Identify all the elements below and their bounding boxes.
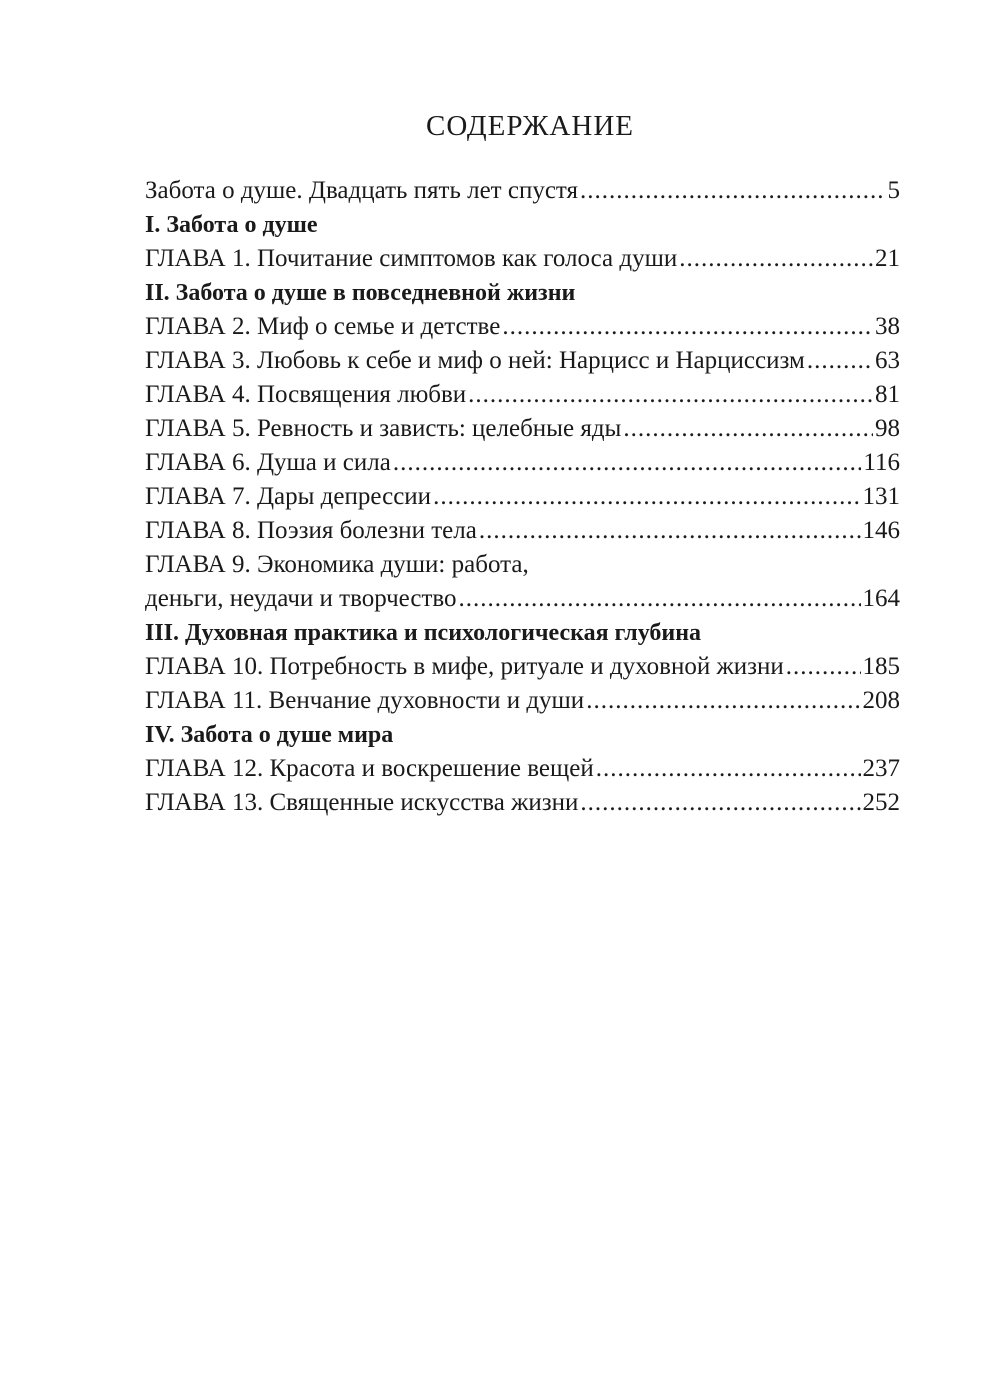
dot-leader bbox=[479, 514, 861, 548]
part-title: I. Забота о душе bbox=[145, 212, 318, 238]
toc-entry-chapter-4 bbox=[145, 378, 900, 412]
toc-page-number: 208 bbox=[862, 687, 900, 714]
dot-leader bbox=[433, 480, 860, 514]
dot-leader bbox=[623, 412, 873, 446]
toc-entry-chapter-5 bbox=[145, 412, 900, 446]
toc-entry-chapter-11 bbox=[145, 684, 900, 718]
toc-entry-chapter-7 bbox=[145, 480, 900, 514]
toc-page-number: 164 bbox=[862, 585, 900, 612]
toc-entry-title: ГЛАВА 4. Посвящения любви bbox=[145, 381, 467, 408]
toc-part-heading bbox=[145, 616, 900, 650]
toc-entry-chapter-13 bbox=[145, 786, 900, 820]
toc-entry-title: ГЛАВА 6. Душа и сила bbox=[145, 449, 391, 476]
dot-leader bbox=[679, 242, 873, 276]
toc-part-heading bbox=[145, 208, 900, 242]
toc-entry-intro bbox=[145, 174, 900, 208]
toc-part-heading bbox=[145, 718, 900, 752]
toc-entry-title: ГЛАВА 5. Ревность и зависть: целебные яды bbox=[145, 415, 622, 442]
table-of-contents bbox=[145, 174, 900, 820]
toc-entry-title: ГЛАВА 1. Почитание симптомов как голоса души bbox=[145, 245, 678, 272]
toc-entry-chapter-3 bbox=[145, 344, 900, 378]
toc-entry-chapter-2 bbox=[145, 310, 900, 344]
part-title: III. Духовная практика и психологическая глубина bbox=[145, 620, 702, 646]
toc-entry-title: ГЛАВА 8. Поэзия болезни тела bbox=[145, 517, 477, 544]
page-title: СОДЕРЖАНИЕ bbox=[426, 110, 634, 142]
dot-leader bbox=[468, 378, 873, 412]
toc-entry-title: ГЛАВА 3. Любовь к себе и миф о ней: Нарцисс и Нарциссизм bbox=[145, 347, 805, 374]
toc-entry-title: деньги, неудачи и творчество bbox=[145, 585, 457, 612]
toc-page-number: 21 bbox=[875, 245, 900, 272]
dot-leader bbox=[580, 786, 860, 820]
toc-entry-chapter-9-continued bbox=[145, 582, 900, 616]
toc-entry-title: ГЛАВА 9. Экономика души: работа, bbox=[145, 551, 529, 578]
toc-entry-chapter-9 bbox=[145, 548, 900, 582]
toc-page-number: 5 bbox=[887, 177, 900, 204]
toc-page-number: 185 bbox=[862, 653, 900, 680]
dot-leader bbox=[393, 446, 862, 480]
dot-leader bbox=[502, 310, 873, 344]
toc-part-heading bbox=[145, 276, 900, 310]
toc-entry-title: ГЛАВА 12. Красота и воскрешение вещей bbox=[145, 755, 594, 782]
toc-entry-title: ГЛАВА 10. Потребность в мифе, ритуале и духовной жизни bbox=[145, 653, 784, 680]
toc-entry-title: Забота о душе. Двадцать пять лет спустя bbox=[145, 177, 579, 204]
toc-page-number: 98 bbox=[875, 415, 900, 442]
dot-leader bbox=[580, 174, 885, 208]
dot-leader bbox=[596, 752, 861, 786]
toc-entry-title: ГЛАВА 11. Венчание духовности и души bbox=[145, 687, 585, 714]
toc-entry-title: ГЛАВА 7. Дары депрессии bbox=[145, 483, 432, 510]
toc-entry-chapter-12 bbox=[145, 752, 900, 786]
toc-entry-title: ГЛАВА 13. Священные искусства жизни bbox=[145, 789, 579, 816]
dot-leader bbox=[786, 650, 861, 684]
toc-page-number: 81 bbox=[875, 381, 900, 408]
toc-page-number: 146 bbox=[862, 517, 900, 544]
part-title: IV. Забота о душе мира bbox=[145, 722, 394, 748]
dot-leader bbox=[459, 582, 861, 616]
dot-leader bbox=[807, 344, 873, 378]
toc-entry-chapter-1 bbox=[145, 242, 900, 276]
toc-entry-title: ГЛАВА 2. Миф о семье и детстве bbox=[145, 313, 501, 340]
toc-page-number: 252 bbox=[862, 789, 900, 816]
toc-page-number: 131 bbox=[862, 483, 900, 510]
toc-entry-chapter-8 bbox=[145, 514, 900, 548]
toc-entry-chapter-10 bbox=[145, 650, 900, 684]
part-title: II. Забота о душе в повседневной жизни bbox=[145, 280, 576, 306]
toc-page-number: 116 bbox=[863, 449, 900, 476]
toc-page-number: 38 bbox=[875, 313, 900, 340]
dot-leader bbox=[586, 684, 860, 718]
toc-page-number: 63 bbox=[875, 347, 900, 374]
toc-page-number: 237 bbox=[862, 755, 900, 782]
toc-entry-chapter-6 bbox=[145, 446, 900, 480]
